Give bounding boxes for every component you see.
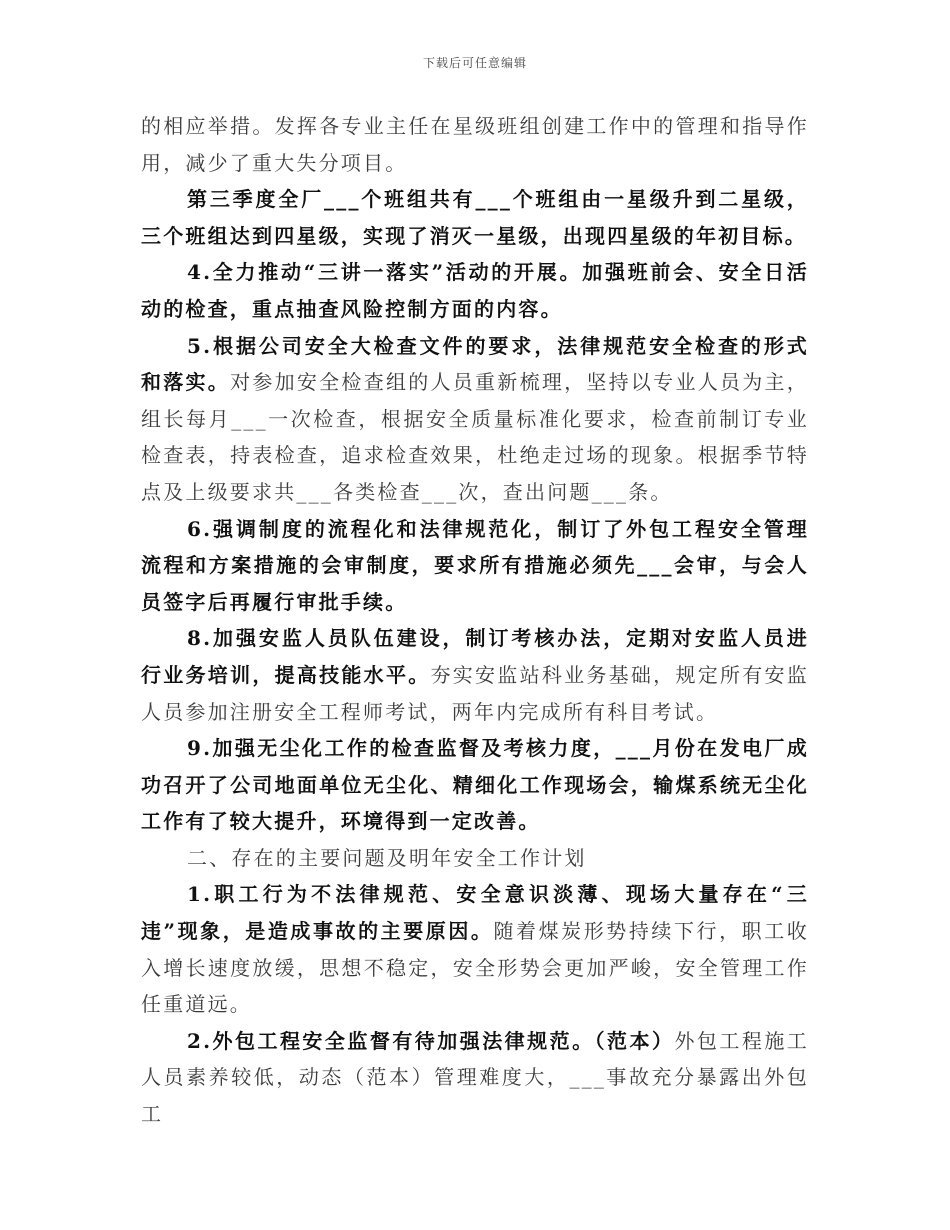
paragraph-text-bold: 2.外包工程安全监督有待加强法律规范。（范本）	[187, 1028, 675, 1053]
section-heading-text: 二、存在的主要问题及明年安全工作计划	[187, 845, 587, 870]
page-header-note: 下载后可任意编辑	[422, 56, 527, 70]
paragraph-text-bold: 4.全力推动“三讲一落实”活动的开展。加强班前会、安全日活动的检查，重点抽查风险控制方面的内容。	[141, 260, 809, 321]
paragraph-text-bold: 6.强调制度的流程化和法律规范化，制订了外包工程安全管理流程和方案措施的会审制度，要求所有措施必须先___会审，与会人员签字后再履行审批手续。	[141, 516, 809, 614]
paragraph-text: 的相应举措。发挥各专业主任在星级班组创建工作中的管理和指导作用，减少了重大失分项目。	[141, 114, 809, 175]
paragraph-text: 外包工程施工人员素养较低，动态（范本）管理难度大，___事故充分暴露出外包工	[141, 1028, 809, 1127]
paragraph-problem-2	[141, 1023, 809, 1133]
paragraph-continuation	[141, 108, 809, 181]
paragraph-text: 随着煤炭形势持续下行，职工收入增长速度放缓，思想不稳定，安全形势会更加严峻，安全管理工作任重道远。	[141, 919, 809, 1017]
paragraph-text-bold: 第三季度全厂___个班组共有___个班组由一星级升到二星级，三个班组达到四星级，实现了消灭一星级，出现四星级的年初目标。	[141, 187, 809, 248]
paragraph-text-bold: 8.加强安监人员队伍建设，制订考核办法，定期对安监人员进行业务培训，提高技能水平。	[141, 626, 809, 687]
paragraph-item-9	[141, 730, 809, 840]
document-body	[141, 108, 809, 1133]
paragraph-item-6	[141, 511, 809, 621]
paragraph-text-bold: 9.加强无尘化工作的检查监督及考核力度，___月份在发电厂成功召开了公司地面单位无尘化、精细化工作现场会，输煤系统无尘化工作有了较大提升，环境得到一定改善。	[141, 736, 809, 834]
paragraph-item-8	[141, 620, 809, 730]
paragraph-third-quarter	[141, 181, 809, 254]
paragraph-text: 对参加安全检查组的人员重新梳理，坚持以专业人员为主，组长每月___一次检查，根据安全质量标准化要求，检查前制订专业检查表，持表检查，追求检查效果，杜绝走过场的现象。根据季节特点及上级要求共___各类检查___次，查出问题___条。	[141, 370, 809, 504]
paragraph-item-5	[141, 328, 809, 511]
paragraph-text: 夯实安监站科业务基础，规定所有安监人员参加注册安全工程师考试，两年内完成所有科目考试。	[141, 662, 809, 724]
section-heading-problems	[141, 840, 809, 877]
paragraph-text-bold: 1.职工行为不法律规范、安全意识淡薄、现场大量存在“三违”现象，是造成事故的主要原因。	[141, 882, 809, 944]
paragraph-text-bold: 5.根据公司安全大检查文件的要求，法律规范安全检查的形式和落实。	[141, 333, 809, 395]
paragraph-item-4	[141, 254, 809, 327]
paragraph-problem-1	[141, 876, 809, 1022]
